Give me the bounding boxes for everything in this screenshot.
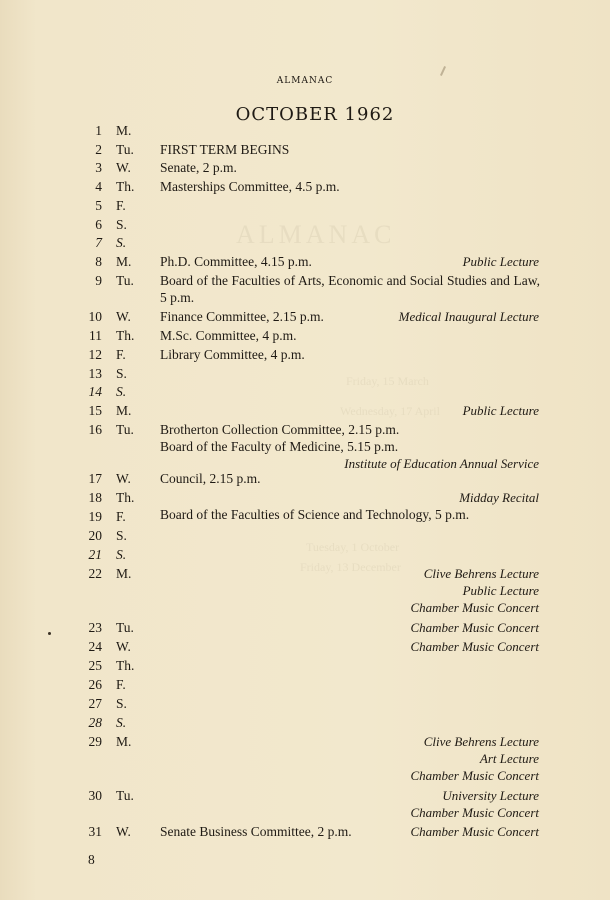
note-list bbox=[410, 733, 539, 784]
ghost-line: Wednesday, 17 April bbox=[340, 404, 440, 418]
day-number: 21 bbox=[88, 547, 102, 562]
note-item: Medical Inaugural Lecture bbox=[398, 309, 539, 324]
weekday: Tu. bbox=[116, 620, 134, 635]
day-number: 22 bbox=[88, 566, 102, 581]
day-number: 13 bbox=[88, 366, 102, 381]
day-number: 27 bbox=[88, 696, 102, 711]
day-number: 17 bbox=[88, 471, 102, 486]
weekday: F. bbox=[116, 198, 126, 213]
note-item: Clive Behrens Lecture bbox=[423, 734, 539, 749]
note-item: Chamber Music Concert bbox=[410, 805, 539, 820]
note-item: Chamber Music Concert bbox=[410, 824, 539, 839]
event-item: Council, 2.15 p.m. bbox=[160, 471, 261, 486]
weekday: S. bbox=[116, 366, 127, 381]
event-list bbox=[160, 178, 540, 195]
note-list bbox=[463, 253, 539, 270]
note-item: Chamber Music Concert bbox=[410, 768, 539, 783]
day-number: 25 bbox=[88, 658, 102, 673]
weekday: M. bbox=[116, 123, 132, 138]
note-item: Institute of Education Annual Service bbox=[344, 456, 539, 471]
event-item: Senate Business Committee, 2 p.m. bbox=[160, 824, 352, 839]
weekday: F. bbox=[116, 677, 126, 692]
day-number: 29 bbox=[88, 734, 102, 749]
weekday: W. bbox=[116, 639, 131, 654]
note-list bbox=[459, 489, 539, 506]
page-number: 8 bbox=[88, 852, 95, 867]
note-item: Art Lecture bbox=[479, 751, 539, 766]
note-item: Chamber Music Concert bbox=[410, 639, 539, 654]
day-number: 26 bbox=[88, 677, 102, 692]
weekday: S. bbox=[116, 547, 127, 562]
weekday: Tu. bbox=[116, 422, 134, 437]
pencil-mark bbox=[440, 66, 446, 76]
note-list bbox=[410, 638, 539, 655]
note-list bbox=[410, 619, 539, 636]
day-number: 7 bbox=[95, 235, 102, 250]
note-list bbox=[463, 402, 539, 419]
event-item: Senate, 2 p.m. bbox=[160, 160, 237, 175]
weekday: W. bbox=[116, 309, 131, 324]
event-list bbox=[160, 141, 540, 158]
note-item: Chamber Music Concert bbox=[410, 620, 539, 635]
day-number: 5 bbox=[95, 198, 102, 213]
event-list bbox=[160, 421, 540, 455]
weekday: S. bbox=[116, 715, 127, 730]
weekday: Th. bbox=[116, 658, 135, 673]
weekday: S. bbox=[116, 384, 127, 399]
day-number: 31 bbox=[88, 824, 102, 839]
note-item: Public Lecture bbox=[462, 254, 539, 269]
weekday: Th. bbox=[116, 179, 135, 194]
running-head: ALMANAC bbox=[276, 76, 334, 86]
weekday: Tu. bbox=[116, 142, 134, 157]
weekday: W. bbox=[116, 824, 131, 839]
ghost-line: Friday, 15 March bbox=[346, 374, 429, 388]
event-item: Ph.D. Committee, 4.15 p.m. bbox=[160, 254, 312, 269]
day-number: 1 bbox=[95, 123, 102, 138]
weekday: F. bbox=[116, 347, 126, 362]
ghost-line: Tuesday, 1 October bbox=[306, 540, 400, 554]
note-list bbox=[410, 565, 539, 616]
weekday: S. bbox=[116, 696, 127, 711]
event-list bbox=[160, 272, 540, 306]
weekday: Tu. bbox=[116, 273, 134, 288]
margin-dot bbox=[48, 632, 51, 635]
weekday: Th. bbox=[116, 328, 135, 343]
note-item: Clive Behrens Lecture bbox=[423, 566, 539, 581]
weekday: M. bbox=[116, 566, 132, 581]
event-item: Board of the Faculties of Arts, Economic and Social Studies and Law, 5 p.m. bbox=[160, 273, 540, 305]
event-list bbox=[160, 159, 540, 176]
page-title: OCTOBER 1962 bbox=[235, 104, 395, 125]
weekday: M. bbox=[116, 403, 132, 418]
weekday: W. bbox=[116, 160, 131, 175]
event-item: Brotherton Collection Committee, 2.15 p.m. bbox=[160, 422, 400, 437]
note-list bbox=[399, 308, 539, 325]
weekday: Th. bbox=[116, 490, 135, 505]
day-number: 12 bbox=[88, 347, 102, 362]
event-item: FIRST TERM BEGINS bbox=[160, 142, 290, 157]
day-number: 2 bbox=[95, 142, 102, 157]
day-number: 28 bbox=[88, 715, 102, 730]
day-number: 8 bbox=[95, 254, 102, 269]
event-list bbox=[160, 506, 540, 523]
weekday: M. bbox=[116, 254, 132, 269]
day-number: 6 bbox=[95, 217, 102, 232]
note-item: University Lecture bbox=[442, 788, 539, 803]
day-number: 11 bbox=[89, 328, 102, 343]
day-number: 16 bbox=[88, 422, 102, 437]
day-number: 10 bbox=[88, 309, 102, 324]
weekday: S. bbox=[116, 528, 127, 543]
weekday: W. bbox=[116, 471, 131, 486]
event-list bbox=[160, 327, 540, 344]
event-item: Library Committee, 4 p.m. bbox=[160, 347, 305, 362]
day-number: 19 bbox=[88, 509, 102, 524]
note-list bbox=[410, 823, 539, 840]
note-item: Public Lecture bbox=[462, 583, 539, 598]
event-item: Board of the Faculties of Science and Technology, 5 p.m. bbox=[160, 507, 470, 522]
event-item: Masterships Committee, 4.5 p.m. bbox=[160, 179, 340, 194]
weekday: S. bbox=[116, 235, 127, 250]
note-item: Midday Recital bbox=[459, 490, 539, 505]
day-number: 14 bbox=[88, 384, 102, 399]
day-number: 23 bbox=[88, 620, 102, 635]
weekday: M. bbox=[116, 734, 132, 749]
note-item: Public Lecture bbox=[462, 403, 539, 418]
weekday: F. bbox=[116, 509, 126, 524]
event-item: M.Sc. Committee, 4 p.m. bbox=[160, 328, 297, 343]
event-item: Finance Committee, 2.15 p.m. bbox=[160, 309, 324, 324]
day-number: 4 bbox=[95, 179, 102, 194]
weekday: Tu. bbox=[116, 788, 134, 803]
day-number: 18 bbox=[88, 490, 102, 505]
event-list bbox=[160, 470, 540, 487]
weekday: S. bbox=[116, 217, 127, 232]
day-number: 30 bbox=[88, 788, 102, 803]
day-number: 3 bbox=[95, 160, 102, 175]
ghost-line: Friday, 13 December bbox=[300, 560, 401, 574]
day-number: 15 bbox=[88, 403, 102, 418]
day-number: 24 bbox=[88, 639, 102, 654]
event-list bbox=[160, 346, 540, 363]
day-number: 9 bbox=[95, 273, 102, 288]
note-list bbox=[410, 787, 539, 821]
event-item: Board of the Faculty of Medicine, 5.15 p.m. bbox=[160, 439, 399, 454]
ghost-title: ALMANAC bbox=[236, 220, 396, 249]
note-item: Chamber Music Concert bbox=[410, 600, 539, 615]
day-number: 20 bbox=[88, 528, 102, 543]
